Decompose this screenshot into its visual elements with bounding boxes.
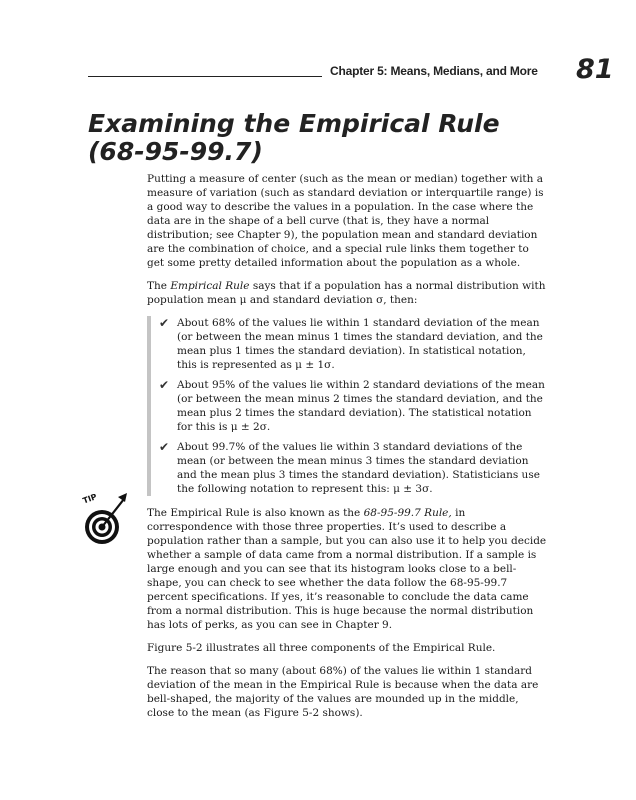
tip-before: The Empirical Rule is also known as the xyxy=(147,507,364,519)
running-header xyxy=(88,54,614,88)
checkmark-icon: ✔ xyxy=(159,440,170,454)
body-text xyxy=(147,172,547,729)
rule-intro-before: The xyxy=(147,280,171,292)
tip-paragraph xyxy=(147,506,547,632)
checkmark-icon: ✔ xyxy=(159,316,170,330)
bullet-68 xyxy=(159,316,547,372)
tip-label: TIP xyxy=(82,492,99,506)
tip-target-icon xyxy=(82,490,130,546)
rule-intro-paragraph xyxy=(147,279,547,307)
figure-reference-paragraph: Figure 5-2 illustrates all three components of the Empirical Rule. xyxy=(147,642,496,654)
page-number: 81 xyxy=(576,54,614,85)
bullet-text: About 99.7% of the values lie within 3 standard deviations of the mean (or between the mean minus 3 times the standard deviation and the mean plus 3 times the standard deviation). Statisticians use the following notation to represent this: μ ± 3σ. xyxy=(177,441,540,495)
header-rule xyxy=(88,76,322,77)
rule-bullet-list xyxy=(147,316,547,496)
section-title: Examining the Empirical Rule (68-95-99.7) xyxy=(88,109,500,166)
empirical-rule-term: Empirical Rule xyxy=(170,280,250,292)
checkmark-icon: ✔ xyxy=(159,378,170,392)
bullet-95 xyxy=(159,378,547,434)
closing-paragraph: The reason that so many (about 68%) of the values lie within 1 standard deviation of the mean in the Empirical Rule is because when the data are bell-shaped, the majority of the values are mounded up in the middle, close to the mean (as Figure 5-2 shows). xyxy=(147,665,539,719)
tip-after: in correspondence with those three properties. It’s used to describe a population rather than a sample, but you can also use it to help you decide whether a sample of data came from a normal distribution. If a sample is large enough and you can see that its histogram looks close to a bell-shape, you can check to see whether the data follow the 68-95-99.7 percent specifications. If yes, it’s reasonable to conclude the data came from a normal distribution. This is huge because the normal distribution has lots of perks, as you can see in Chapter 9. xyxy=(147,507,547,631)
intro-paragraph: Putting a measure of center (such as the mean or median) together with a measure of variation (such as standard deviation or interquartile range) is a good way to describe the values in a population. In the case where the data are in the shape of a bell curve (that is, they have a normal distribution; see Chapter 9), the population mean and standard deviation are the combination of choice, and a special rule links them together to get some pretty detailed information about the population as a whole. xyxy=(147,173,544,269)
bullet-99-7 xyxy=(159,440,547,496)
68-95-99-7-rule-term: 68-95-99.7 Rule, xyxy=(363,507,452,519)
bullet-text: About 68% of the values lie within 1 standard deviation of the mean (or between the mean minus 1 times the standard deviation, and the mean plus 1 times the standard deviation). In statistical notation, this is represented as μ ± 1σ. xyxy=(177,317,543,371)
rule-intro-after: says that if a population has a normal distribution with population mean μ and standard deviation σ, then: xyxy=(147,280,546,306)
bullet-text: About 95% of the values lie within 2 standard deviations of the mean (or between the mean minus 2 times the standard deviation, and the mean plus 2 times the standard deviation). The statistical notation for this is μ ± 2σ. xyxy=(177,379,545,433)
chapter-title: Chapter 5: Means, Medians, and More xyxy=(330,64,538,78)
